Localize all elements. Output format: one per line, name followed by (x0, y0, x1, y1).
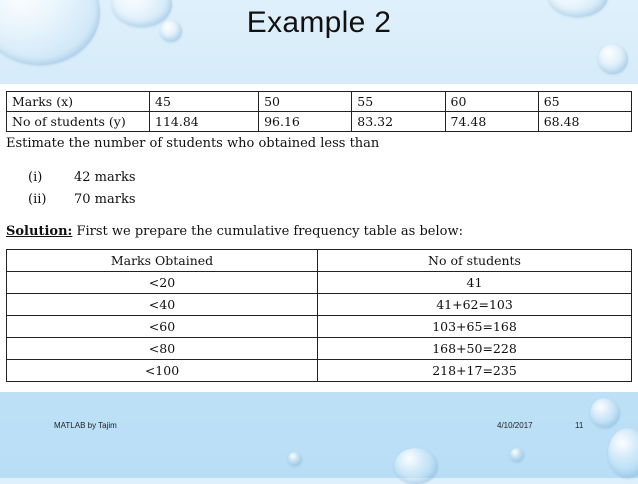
solution-label: Solution: (6, 224, 73, 239)
footer-date: 4/10/2017 (497, 421, 533, 430)
cumulative-table (6, 249, 632, 382)
table-cell: 96.16 (259, 112, 352, 132)
bubble-decoration (288, 452, 302, 466)
column-header: Marks Obtained (7, 250, 318, 272)
data-table (6, 91, 632, 132)
table-cell: 65 (538, 92, 631, 112)
table-cell: <60 (7, 316, 318, 338)
table-cell: 83.32 (352, 112, 445, 132)
item-number: (i) (28, 170, 43, 185)
table-cell: 45 (150, 92, 259, 112)
table-cell: Marks (x) (7, 92, 150, 112)
table-row (7, 360, 632, 382)
table-header-row (7, 250, 632, 272)
table-row (7, 294, 632, 316)
question-item (28, 192, 136, 207)
table-cell: 168+50=228 (318, 338, 632, 360)
table-row (7, 272, 632, 294)
table-cell: 68.48 (538, 112, 631, 132)
table-cell: 50 (259, 92, 352, 112)
bubble-decoration (598, 44, 628, 74)
bubble-decoration (590, 398, 620, 428)
question-item (28, 170, 136, 185)
item-number: (ii) (28, 192, 47, 207)
bubble-decoration (510, 448, 524, 462)
table-cell: 55 (352, 92, 445, 112)
table-cell: 60 (445, 92, 538, 112)
footer-author: MATLAB by Tajim (54, 421, 117, 430)
solution-line (6, 224, 463, 239)
solution-text: First we prepare the cumulative frequency table as below: (72, 224, 463, 239)
table-row (7, 92, 632, 112)
table-cell: 41+62=103 (318, 294, 632, 316)
table-cell: No of students (y) (7, 112, 150, 132)
content-panel (0, 84, 638, 392)
table-row (7, 316, 632, 338)
bubble-decoration (608, 428, 638, 478)
bubble-decoration (394, 448, 438, 484)
table-cell: <80 (7, 338, 318, 360)
table-row (7, 112, 632, 132)
table-cell: <40 (7, 294, 318, 316)
question-text: Estimate the number of students who obtained less than (6, 136, 380, 151)
table-row (7, 338, 632, 360)
table-cell: <20 (7, 272, 318, 294)
table-cell: 103+65=168 (318, 316, 632, 338)
table-cell: 74.48 (445, 112, 538, 132)
table-cell: 218+17=235 (318, 360, 632, 382)
item-text: 70 marks (74, 192, 136, 207)
table-cell: <100 (7, 360, 318, 382)
item-text: 42 marks (74, 170, 136, 185)
table-cell: 114.84 (150, 112, 259, 132)
column-header: No of students (318, 250, 632, 272)
table-cell: 41 (318, 272, 632, 294)
footer-page-number: 11 (575, 421, 584, 430)
slide-title: Example 2 (246, 6, 392, 39)
